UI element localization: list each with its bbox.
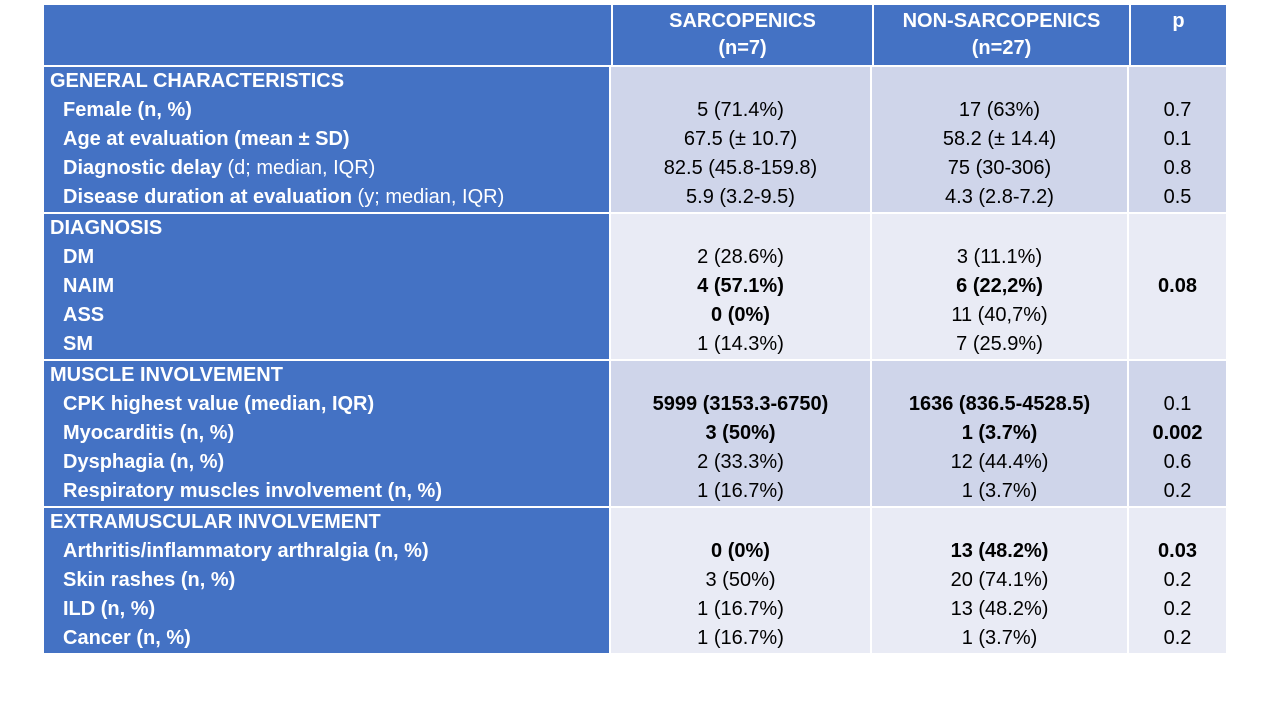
row-label: Arthritis/inflammatory arthralgia (n, %) xyxy=(63,540,429,562)
section-general-characteristics xyxy=(44,65,1226,212)
comparison-table xyxy=(44,5,1226,653)
cell-value: 1636 (836.5-4528.5) xyxy=(908,393,1091,415)
cell-value: 20 (74.1%) xyxy=(950,569,1049,591)
cell-value: 13 (48.2%) xyxy=(950,540,1049,562)
cell-value: 3 (50%) xyxy=(705,422,776,444)
row-label: Myocarditis (n, %) xyxy=(63,422,235,444)
cell-p-value: 0.1 xyxy=(1163,128,1192,150)
cell-p-value: 0.6 xyxy=(1163,451,1192,473)
row-label: Skin rashes (n, %) xyxy=(63,569,236,591)
section-labels xyxy=(44,67,611,212)
sarcopenics-values xyxy=(611,508,872,653)
sarcopenics-values xyxy=(611,361,872,506)
cell-value: 11 (40,7%) xyxy=(951,304,1048,326)
cell-value: 13 (48.2%) xyxy=(950,598,1049,620)
cell-value: 1 (3.7%) xyxy=(961,480,1038,502)
section-values xyxy=(611,361,1226,506)
cell-value: 12 (44.4%) xyxy=(950,451,1049,473)
p-values xyxy=(1129,214,1226,359)
section-diagnosis xyxy=(44,212,1226,359)
non-sarcopenics-values xyxy=(872,361,1129,506)
row-label: SM xyxy=(63,333,93,355)
cell-p-value: 0.08 xyxy=(1158,275,1197,297)
section-title: MUSCLE INVOLVEMENT xyxy=(50,364,283,386)
row-label: NAIM xyxy=(63,275,115,297)
cell-value: 58.2 (± 14.4) xyxy=(942,128,1057,150)
section-labels xyxy=(44,214,611,359)
cell-value: 5999 (3153.3-6750) xyxy=(652,393,829,415)
p-values xyxy=(1129,508,1226,653)
cell-value: 0 (0%) xyxy=(711,540,770,562)
header-sarcopenics-n: (n=7) xyxy=(718,37,767,59)
section-values xyxy=(611,214,1226,359)
cell-p-value: 0.7 xyxy=(1163,99,1192,121)
cell-p-value: 0.2 xyxy=(1163,480,1192,502)
cell-p-value: 0.5 xyxy=(1163,186,1192,208)
cell-value: 17 (63%) xyxy=(958,99,1041,121)
section-values xyxy=(611,67,1226,212)
cell-value: 67.5 (± 10.7) xyxy=(683,128,798,150)
section-title: DIAGNOSIS xyxy=(50,217,163,239)
header-non-sarcopenics-n: (n=27) xyxy=(971,37,1032,59)
cell-value: 1 (14.3%) xyxy=(697,333,784,355)
section-labels xyxy=(44,508,611,653)
row-label: Disease duration at evaluation (y; median, IQR) xyxy=(63,186,505,208)
cell-value: 82.5 (45.8-159.8) xyxy=(663,157,818,179)
non-sarcopenics-values xyxy=(872,508,1129,653)
header-non-sarcopenics xyxy=(872,5,1129,65)
cell-p-value: 0.8 xyxy=(1163,157,1192,179)
cell-value: 1 (16.7%) xyxy=(697,627,784,649)
cell-value: 0 (0%) xyxy=(711,304,770,326)
cell-value: 3 (11.1%) xyxy=(956,246,1043,268)
cell-value: 4.3 (2.8-7.2) xyxy=(945,186,1054,208)
row-label: CPK highest value (median, IQR) xyxy=(63,393,375,415)
non-sarcopenics-values xyxy=(872,214,1129,359)
cell-value: 3 (50%) xyxy=(705,569,776,591)
row-label: Age at evaluation (mean ± SD) xyxy=(63,128,350,150)
section-title: EXTRAMUSCULAR INVOLVEMENT xyxy=(50,511,381,533)
header-sarcopenics xyxy=(611,5,872,65)
cell-p-value: 0.2 xyxy=(1163,569,1192,591)
cell-p-value: 0.2 xyxy=(1163,627,1192,649)
cell-value: 5.9 (3.2-9.5) xyxy=(686,186,795,208)
cell-value: 1 (3.7%) xyxy=(961,422,1038,444)
section-title: GENERAL CHARACTERISTICS xyxy=(50,70,345,92)
p-values xyxy=(1129,67,1226,212)
header-p-value: p xyxy=(1129,5,1226,65)
cell-value: 2 (28.6%) xyxy=(697,246,784,268)
cell-value: 5 (71.4%) xyxy=(697,99,784,121)
cell-value: 4 (57.1%) xyxy=(697,275,784,297)
section-extramuscular-involvement xyxy=(44,506,1226,653)
row-label: Diagnostic delay (d; median, IQR) xyxy=(63,157,376,179)
cell-p-value: 0.002 xyxy=(1152,422,1203,444)
cell-value: 1 (3.7%) xyxy=(961,627,1038,649)
row-label: Dysphagia (n, %) xyxy=(63,451,225,473)
row-label: Cancer (n, %) xyxy=(63,627,191,649)
cell-p-value: 0.1 xyxy=(1163,393,1192,415)
row-label: Respiratory muscles involvement (n, %) xyxy=(63,480,443,502)
cell-value: 2 (33.3%) xyxy=(697,451,784,473)
cell-value: 1 (16.7%) xyxy=(697,480,784,502)
section-labels xyxy=(44,361,611,506)
row-label: ILD (n, %) xyxy=(63,598,156,620)
sarcopenics-values xyxy=(611,214,872,359)
non-sarcopenics-values xyxy=(872,67,1129,212)
cell-value: 7 (25.9%) xyxy=(956,333,1043,355)
row-label: DM xyxy=(63,246,95,268)
cell-value: 1 (16.7%) xyxy=(697,598,784,620)
row-label: Female (n, %) xyxy=(63,99,192,121)
section-muscle-involvement xyxy=(44,359,1226,506)
sarcopenics-values xyxy=(611,67,872,212)
header-non-sarcopenics-title: NON-SARCOPENICS xyxy=(902,10,1101,32)
cell-p-value: 0.03 xyxy=(1158,540,1197,562)
row-label: ASS xyxy=(63,304,105,326)
p-values xyxy=(1129,361,1226,506)
cell-value: 75 (30-306) xyxy=(947,157,1052,179)
section-values xyxy=(611,508,1226,653)
cell-value: 6 (22,2%) xyxy=(956,275,1043,297)
cell-p-value: 0.2 xyxy=(1163,598,1192,620)
table-header xyxy=(44,5,1226,65)
header-sarcopenics-title: SARCOPENICS xyxy=(669,10,816,32)
header-empty-cell xyxy=(44,5,611,65)
